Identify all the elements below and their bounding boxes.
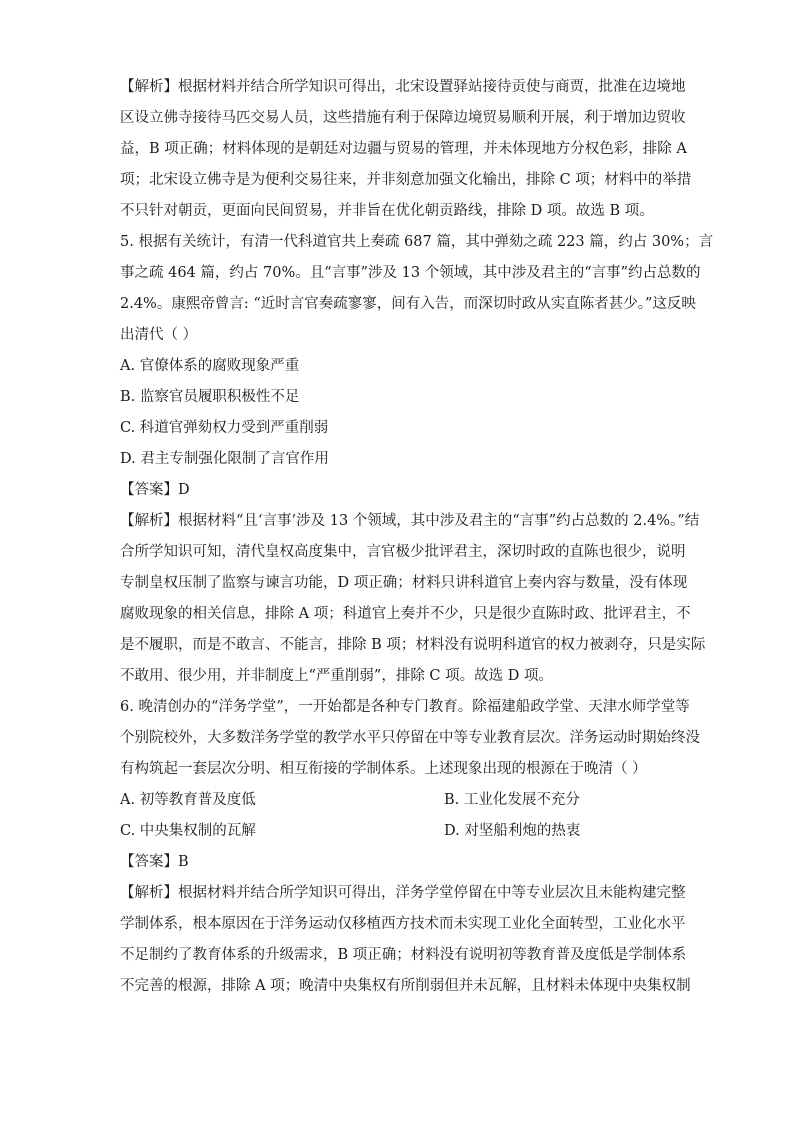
q6-analysis-line: 不足制约了教育体系的升级需求，B 项正确；材料没有说明初等教育普及度低是学制体系 [120,947,687,963]
q5-analysis-line: 【解析】根据材料“且‘言事’涉及 13 个领域，其中涉及君主的“言事”约占总数的 2.4%。”结 [120,513,700,529]
q4-analysis-line: 项；北宋设立佛寺是为便利交易往来，并非刻意加强文化输出，排除 C 项；材料中的举措 [120,172,692,188]
q6-option-b: B. 工业化发展不充分 [444,792,580,808]
q6-answer: 【答案】B [120,854,189,870]
q4-analysis-line: 益，B 项正确；材料体现的是朝廷对边疆与贸易的管理，并未体现地方分权色彩，排除 A [120,141,687,157]
q6-stem-line: 个别院校外，大多数洋务学堂的教学水平只停留在中等专业教育层次。洋务运动时期始终没 [120,730,700,746]
q6-option-d: D. 对坚船利炮的热衷 [444,823,581,839]
q5-option-d: D. 君主专制强化限制了言官作用 [120,451,329,467]
q5-analysis-line: 腐败现象的相关信息，排除 A 项；科道官上奏并不少，只是很少直陈时政、批评君主，不 [120,606,691,622]
q5-analysis-line: 合所学知识可知，清代皇权高度集中，言官极少批评君主，深切时政的直陈也很少，说明 [120,544,686,560]
q5-option-c: C. 科道官弹劾权力受到严重削弱 [120,420,329,436]
q6-analysis-line: 【解析】根据材料并结合所学知识可得出，洋务学堂停留在中等专业层次且未能构建完整 [120,885,686,901]
q5-analysis-line: 是不履职，而是不敢言、不能言，排除 B 项；材料没有说明科道官的权力被剥夺，只是实际 [120,637,706,653]
q5-option-a: A. 官僚体系的腐败现象严重 [120,358,300,374]
q5-stem-line: 5. 根据有关统计，有清一代科道官共上奏疏 687 篇，其中弹劾之疏 223 篇，约占 30%；言 [120,234,714,250]
q6-option-a: A. 初等教育普及度低 [120,792,256,808]
q6-analysis-line: 学制体系，根本原因在于洋务运动仅移植西方技术而未实现工业化全面转型，工业化水平 [120,916,686,932]
q5-analysis-line: 不敢用、很少用，并非制度上“严重削弱”，排除 C 项。故选 D 项。 [120,668,553,684]
q5-analysis-line: 专制皇权压制了监察与谏言功能，D 项正确；材料只讲科道官上奏内容与数量，没有体现 [120,575,688,591]
q5-stem-line: 2.4%。康熙帝曾言: “近时言官奏疏寥寥，间有入告，而深切时政从实直陈者甚少。”这反映 [120,296,696,312]
q6-analysis-line: 不完善的根源，排除 A 项；晚清中央集权有所削弱但并未瓦解，且材料未体现中央集权制 [120,978,691,994]
q4-analysis-line: 【解析】根据材料并结合所学知识可得出，北宋设置驿站接待贡使与商贾，批准在边境地 [120,79,686,95]
q6-option-c: C. 中央集权制的瓦解 [120,823,256,839]
q5-answer: 【答案】D [120,482,190,498]
q4-analysis-line: 不只针对朝贡，更面向民间贸易，并非旨在优化朝贡路线，排除 D 项。故选 B 项。 [120,203,654,219]
q6-stem-line: 有构筑起一套层次分明、相互衔接的学制体系。上述现象出现的根源在于晚清（ ） [120,761,647,777]
q5-stem-line: 事之疏 464 篇，约占 70%。且“言事”涉及 13 个领域，其中涉及君主的“言事”约占总数的 [120,265,701,281]
q6-stem-line: 6. 晚清创办的“洋务学堂”，一开始都是各种专门教育。除福建船政学堂、天津水师学堂等 [120,699,690,715]
q5-stem-line: 出清代（ ） [120,327,198,343]
q5-option-b: B. 监察官员履职积极性不足 [120,389,300,405]
q4-analysis-line: 区设立佛寺接待马匹交易人员，这些措施有利于保障边境贸易顺利开展，利于增加边贸收 [120,110,686,126]
